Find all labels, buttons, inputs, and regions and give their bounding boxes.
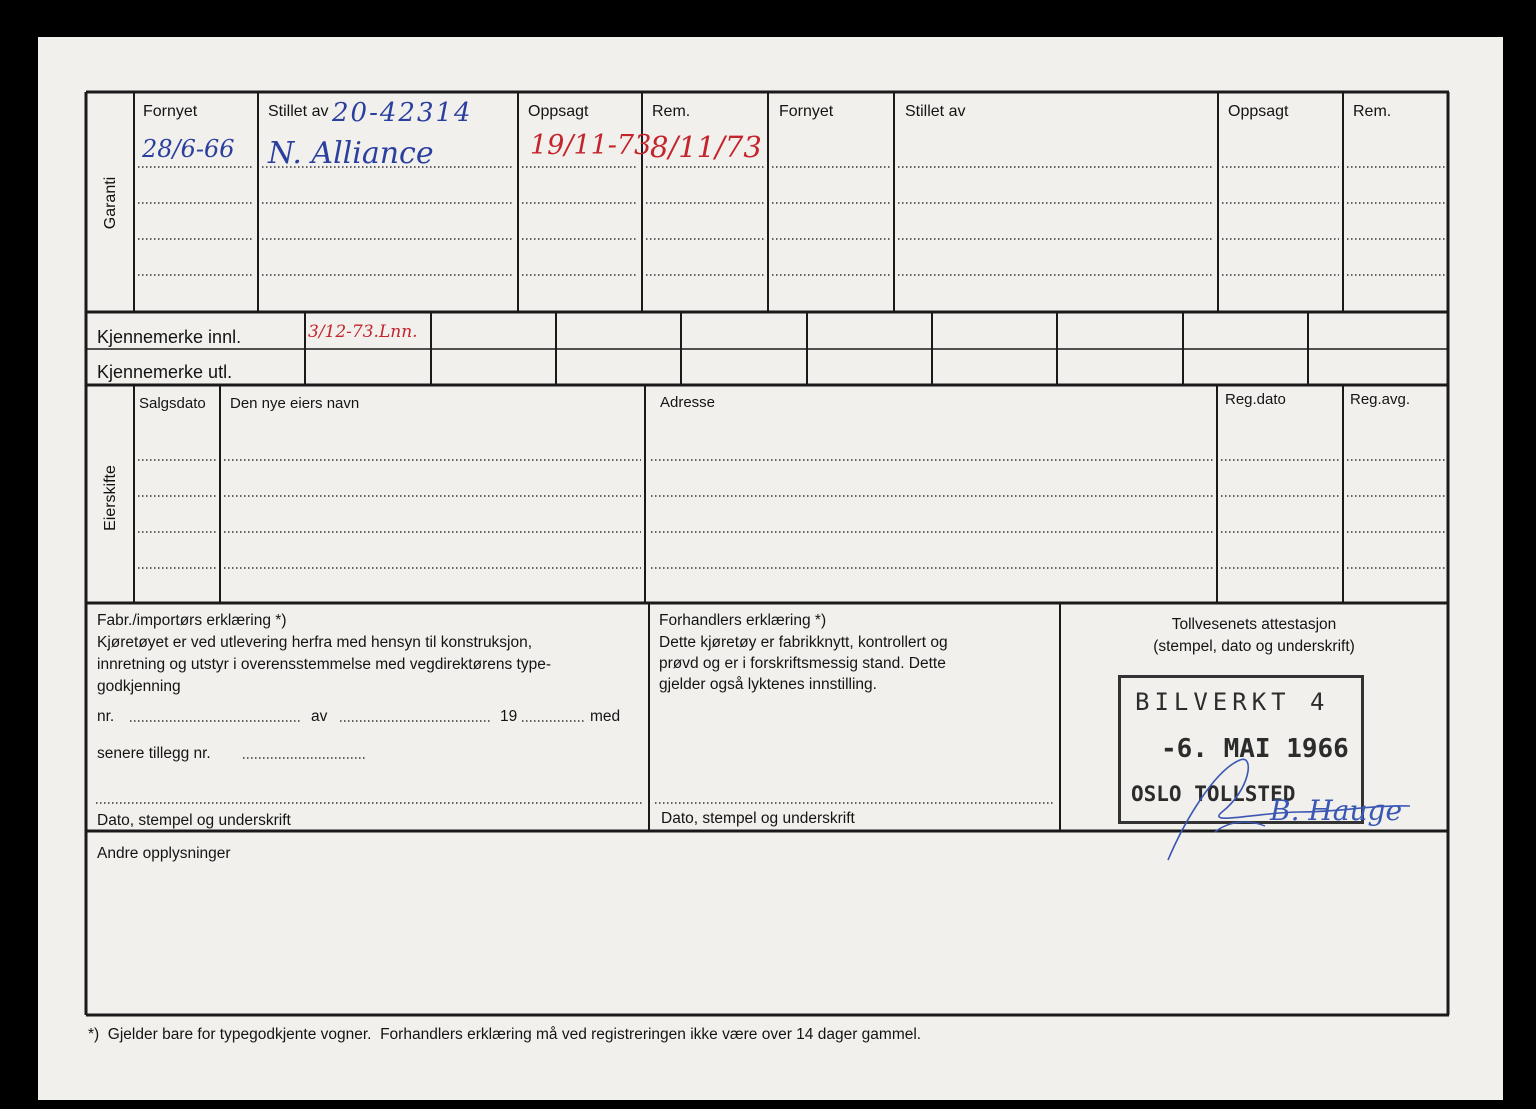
toll-subtitle: (stempel, dato og underskrift) (1153, 638, 1355, 655)
header-stillet-av-1: Stillet av (268, 103, 329, 120)
header-reg-avg: Reg.avg. (1350, 391, 1411, 408)
kjennemerke-utl-label: Kjennemerke utl. (97, 362, 233, 382)
forhandler-signature-label: Dato, stempel og underskrift (661, 810, 855, 827)
handwritten-fornyet-date: 28/6-66 (142, 135, 235, 163)
header-fornyet-1: Fornyet (143, 103, 198, 120)
handwritten-oppsagt-date: 19/11-73 (530, 130, 652, 161)
header-nye-eiers-navn: Den nye eiers navn (230, 395, 360, 412)
header-salgsdato: Salgsdato (139, 395, 206, 412)
header-stillet-av-2: Stillet av (905, 103, 966, 120)
header-adresse: Adresse (660, 394, 716, 411)
toll-title: Tollvesenets attestasjon (1171, 616, 1337, 633)
header-oppsagt-1: Oppsagt (528, 103, 589, 120)
fabr-title: Fabr./importørs erklæring *) (97, 612, 287, 629)
fabr-med-label: med (590, 708, 621, 725)
kjennemerke-innl-label: Kjennemerke innl. (97, 327, 242, 347)
stamp-line-3: OSLO TOLLSTED (1131, 782, 1296, 806)
eierskifte-side-label: Eierskifte (102, 465, 119, 531)
forhandler-line-1: Dette kjøretøy er fabrikknytt, kontrollert og (659, 634, 948, 651)
header-oppsagt-2: Oppsagt (1228, 103, 1289, 120)
header-fornyet-2: Fornyet (779, 103, 834, 120)
header-rem-2: Rem. (1353, 103, 1392, 120)
handwritten-signature: B. Hauge (1270, 794, 1403, 827)
fabr-signature-label: Dato, stempel og underskrift (97, 812, 291, 829)
fabr-nr-label: nr. (97, 708, 115, 725)
fabr-av-label: av (311, 708, 328, 725)
fabr-tillegg-label: senere tillegg nr. (97, 745, 211, 762)
handwritten-stillet-av-number: 20-42314 (332, 98, 473, 128)
header-rem-1: Rem. (652, 103, 691, 120)
stamp-line-2: -6. MAI 1966 (1161, 734, 1349, 764)
handwritten-kjennemerke-innl: 3/12-73.Lnn. (308, 322, 418, 342)
handwritten-rem-date: 8/11/73 (650, 130, 762, 164)
stamp-line-1: BILVERKT 4 (1135, 688, 1330, 716)
fabr-line-3: godkjenning (97, 678, 181, 695)
forhandler-title: Forhandlers erklæring *) (659, 612, 827, 629)
fabr-year-label: 19 (500, 708, 518, 725)
footnote: *) Gjelder bare for typegodkjente vogner. Forhandlers erklæring må ved registreringen ikke være over 14 dager gammel. (88, 1026, 922, 1043)
forhandler-line-3: gjelder også lyktenes innstilling. (659, 676, 877, 693)
fabr-line-2: innretning og utstyr i overensstemmelse med vegdirektørens type- (97, 656, 552, 673)
handwritten-stillet-av-name: N. Alliance (268, 136, 434, 171)
fabr-line-1: Kjøretøyet er ved utlevering herfra med hensyn til konstruksjon, (97, 634, 533, 651)
forhandler-line-2: prøvd og er i forskriftsmessig stand. Dette (659, 655, 946, 672)
andre-opplysninger-label: Andre opplysninger (97, 845, 231, 862)
garanti-side-label: Garanti (102, 176, 119, 230)
header-reg-dato: Reg.dato (1225, 391, 1286, 408)
